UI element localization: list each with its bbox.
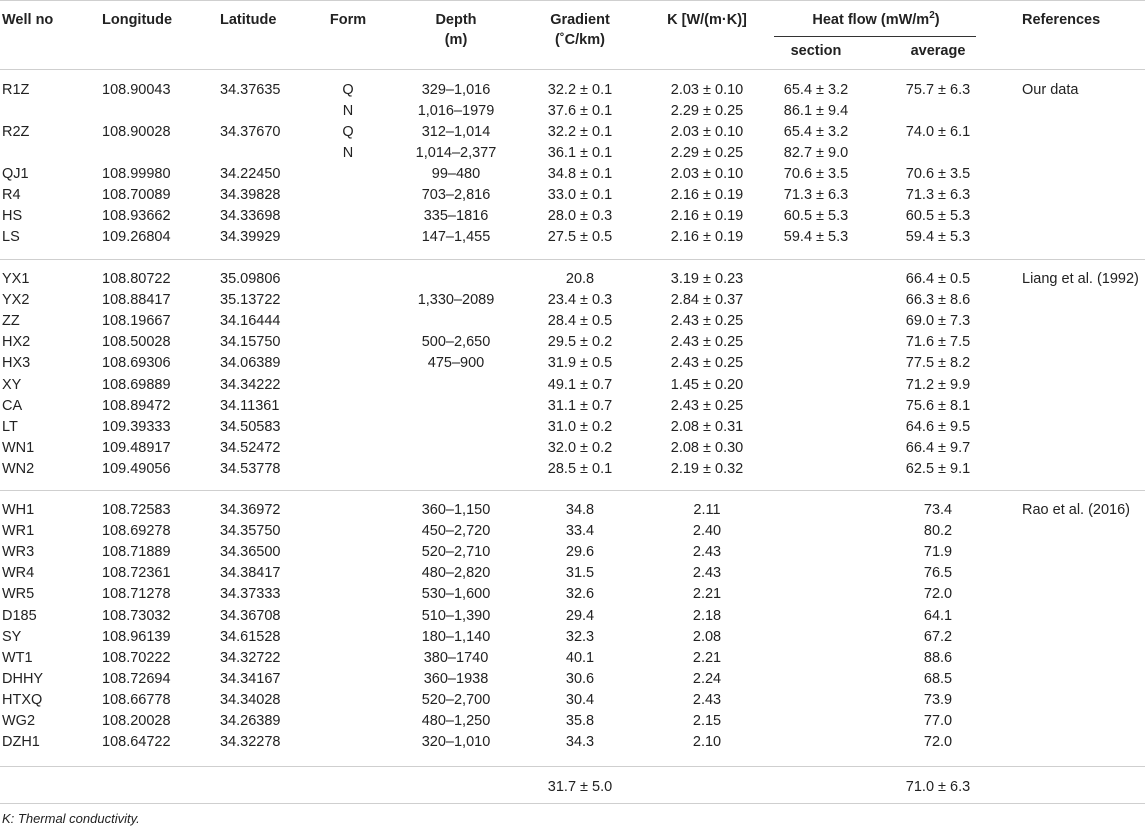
cell-well: R1Z (2, 82, 30, 98)
cell-k: 2.40 (692, 523, 722, 540)
cell-gradient: 32.0 ± 0.2 (547, 439, 613, 456)
cell-average: 88.6 (923, 649, 953, 666)
cell-k: 2.29 ± 0.25 (670, 145, 744, 161)
cell-average: 66.3 ± 8.6 (905, 292, 971, 309)
cell-gradient: 32.2 ± 0.1 (547, 124, 613, 140)
cell-well: WN1 (2, 439, 35, 456)
cell-longitude: 108.70089 (102, 187, 171, 203)
cell-average: 71.3 ± 6.3 (905, 187, 971, 203)
cell-average: 72.0 (923, 734, 953, 751)
header-longitude: Longitude (102, 12, 173, 28)
cell-well: WR5 (2, 586, 35, 603)
cell-latitude: 34.33698 (220, 208, 281, 224)
cell-depth: 320–1,010 (421, 734, 491, 751)
cell-well: WT1 (2, 649, 33, 666)
cell-longitude: 109.39333 (102, 418, 171, 435)
cell-k: 2.08 ± 0.30 (670, 439, 744, 456)
cell-longitude: 108.72361 (102, 565, 171, 582)
cell-average: 77.5 ± 8.2 (905, 355, 971, 372)
cell-longitude: 108.89472 (102, 397, 171, 414)
cell-depth: 520–2,700 (421, 691, 491, 708)
cell-depth: 1,014–2,377 (415, 145, 497, 161)
cell-gradient: 28.0 ± 0.3 (547, 208, 613, 224)
cell-well: LS (2, 229, 20, 245)
cell-depth: 180–1,140 (421, 628, 491, 645)
cell-gradient: 23.4 ± 0.3 (547, 292, 613, 309)
group-rule-3 (0, 766, 1145, 767)
cell-latitude: 34.34028 (220, 691, 281, 708)
cell-average: 64.6 ± 9.5 (905, 418, 971, 435)
cell-average: 80.2 (923, 523, 953, 540)
table-bottom-rule (0, 803, 1145, 804)
cell-well: WN2 (2, 460, 35, 477)
cell-k: 2.21 (692, 649, 722, 666)
header-references: References (1022, 12, 1101, 28)
header-gradient: Gradient (550, 12, 610, 28)
cell-longitude: 108.99980 (102, 166, 171, 182)
cell-average: 73.4 (923, 502, 953, 518)
summary-average: 71.0 ± 6.3 (905, 779, 971, 795)
cell-average: 75.7 ± 6.3 (905, 82, 971, 98)
cell-reference: Our data (1022, 82, 1079, 98)
cell-latitude: 34.39828 (220, 187, 281, 203)
cell-latitude: 34.38417 (220, 565, 281, 582)
cell-k: 2.08 (692, 628, 722, 645)
cell-k: 2.43 (692, 544, 722, 561)
cell-section: 82.7 ± 9.0 (783, 145, 849, 161)
cell-k: 2.43 ± 0.25 (670, 313, 744, 330)
cell-latitude: 34.26389 (220, 713, 281, 729)
cell-depth: 520–2,710 (421, 544, 491, 561)
cell-depth: 480–1,250 (421, 713, 491, 729)
cell-depth: 450–2,720 (421, 523, 491, 540)
cell-k: 2.15 (692, 713, 722, 729)
cell-gradient: 36.1 ± 0.1 (547, 145, 613, 161)
cell-gradient: 29.6 (565, 544, 595, 561)
cell-well: HX2 (2, 334, 31, 351)
cell-k: 1.45 ± 0.20 (670, 376, 744, 393)
cell-well: DZH1 (2, 734, 40, 751)
cell-longitude: 108.93662 (102, 208, 171, 224)
cell-longitude: 108.90028 (102, 124, 171, 140)
header-depth-unit: (m) (444, 32, 468, 48)
cell-k: 2.29 ± 0.25 (670, 103, 744, 119)
cell-longitude: 108.19667 (102, 313, 171, 330)
cell-gradient: 49.1 ± 0.7 (547, 376, 613, 393)
cell-latitude: 34.11361 (220, 397, 280, 414)
cell-k: 2.03 ± 0.10 (670, 82, 744, 98)
summary-gradient: 31.7 ± 5.0 (547, 779, 613, 795)
header-k: K [W/(m·K)] (667, 12, 747, 28)
cell-k: 2.03 ± 0.10 (670, 166, 744, 182)
cell-average: 77.0 (923, 713, 953, 729)
cell-latitude: 34.22450 (220, 166, 281, 182)
cell-well: WH1 (2, 502, 35, 518)
cell-latitude: 34.35750 (220, 523, 281, 540)
cell-latitude: 35.09806 (220, 271, 281, 287)
cell-depth: 1,330–2089 (417, 292, 495, 309)
header-average: average (910, 43, 966, 59)
cell-average: 73.9 (923, 691, 953, 708)
cell-well: XY (2, 376, 22, 393)
cell-gradient: 28.4 ± 0.5 (547, 313, 613, 330)
header-heat-flow: Heat flow $(mW/m^2)$ (812, 10, 940, 28)
cell-longitude: 108.66778 (102, 691, 171, 708)
cell-depth: 530–1,600 (421, 586, 491, 603)
cell-average: 75.6 ± 8.1 (905, 397, 971, 414)
cell-average: 71.6 ± 7.5 (905, 334, 971, 351)
cell-k: 2.18 (692, 607, 722, 624)
cell-latitude: 34.32722 (220, 649, 281, 666)
cell-well: LT (2, 418, 18, 435)
cell-gradient: 31.9 ± 0.5 (547, 355, 613, 372)
cell-well: SY (2, 628, 22, 645)
cell-latitude: 34.37635 (220, 82, 281, 98)
cell-well: QJ1 (2, 166, 29, 182)
cell-average: 68.5 (923, 670, 953, 687)
group-rule-2 (0, 490, 1145, 491)
cell-k: 2.24 (692, 670, 722, 687)
cell-k: 2.84 ± 0.37 (670, 292, 744, 309)
cell-gradient: 33.0 ± 0.1 (547, 187, 613, 203)
cell-gradient: 31.1 ± 0.7 (547, 397, 613, 414)
cell-longitude: 109.48917 (102, 439, 171, 456)
cell-gradient: 32.3 (565, 628, 595, 645)
cell-well: CA (2, 397, 23, 414)
cell-longitude: 108.72694 (102, 670, 171, 687)
cell-depth: 312–1,014 (421, 124, 491, 140)
cell-well: DHHY (2, 670, 44, 687)
header-form: Form (329, 12, 367, 28)
cell-gradient: 34.8 ± 0.1 (547, 166, 613, 182)
cell-depth: 475–900 (427, 355, 485, 372)
cell-gradient: 27.5 ± 0.5 (547, 229, 613, 245)
cell-depth: 335–1816 (423, 208, 489, 224)
cell-well: HX3 (2, 355, 31, 372)
cell-average: 70.6 ± 3.5 (905, 166, 971, 182)
cell-depth: 1,016–1979 (417, 103, 495, 119)
cell-longitude: 108.69889 (102, 376, 171, 393)
cell-k: 2.11 (693, 502, 721, 518)
cell-depth: 360–1938 (423, 670, 489, 687)
cell-gradient: 20.8 (565, 271, 595, 287)
cell-latitude: 34.50583 (220, 418, 281, 435)
cell-gradient: 30.4 (565, 691, 595, 708)
cell-k: 2.19 ± 0.32 (670, 460, 744, 477)
cell-longitude: 108.70222 (102, 649, 171, 666)
cell-form: N (342, 103, 354, 119)
cell-k: 2.43 ± 0.25 (670, 397, 744, 414)
cell-depth: 380–1740 (423, 649, 489, 666)
cell-latitude: 34.36708 (220, 607, 281, 624)
cell-well: HTXQ (2, 691, 43, 708)
cell-form: N (342, 145, 354, 161)
cell-longitude: 109.49056 (102, 460, 171, 477)
cell-depth: 147–1,455 (421, 229, 491, 245)
cell-k: 2.16 ± 0.19 (670, 187, 744, 203)
cell-average: 71.9 (923, 544, 953, 561)
cell-average: 67.2 (923, 628, 953, 645)
cell-gradient: 40.1 (565, 649, 595, 666)
cell-latitude: 34.37670 (220, 124, 281, 140)
cell-k: 3.19 ± 0.23 (670, 271, 744, 287)
cell-depth: 329–1,016 (421, 82, 491, 98)
cell-depth: 480–2,820 (421, 565, 491, 582)
cell-section: 65.4 ± 3.2 (783, 82, 849, 98)
cell-gradient: 32.6 (565, 586, 595, 603)
cell-longitude: 108.71889 (102, 544, 171, 561)
cell-gradient: 31.0 ± 0.2 (547, 418, 613, 435)
cell-average: 72.0 (923, 586, 953, 603)
cell-well: ZZ (2, 313, 20, 330)
cell-gradient: 35.8 (565, 713, 595, 729)
cell-gradient: 34.8 (565, 502, 595, 518)
cell-section: 59.4 ± 5.3 (783, 229, 849, 245)
cell-section: 86.1 ± 9.4 (783, 103, 849, 119)
cell-average: 74.0 ± 6.1 (905, 124, 971, 140)
cell-section: 70.6 ± 3.5 (783, 166, 849, 182)
cell-gradient: 29.4 (565, 607, 595, 624)
cell-latitude: 34.36972 (220, 502, 281, 518)
cell-well: R4 (2, 187, 21, 203)
header-bottom-rule (0, 69, 1145, 70)
header-section: section (790, 43, 842, 59)
cell-longitude: 108.72583 (102, 502, 171, 518)
cell-well: WR3 (2, 544, 35, 561)
cell-average: 69.0 ± 7.3 (905, 313, 971, 330)
cell-gradient: 33.4 (565, 523, 595, 540)
cell-average: 62.5 ± 9.1 (905, 460, 971, 477)
cell-latitude: 34.06389 (220, 355, 281, 372)
header-latitude: Latitude (220, 12, 277, 28)
cell-longitude: 108.20028 (102, 713, 171, 729)
cell-k: 2.16 ± 0.19 (670, 229, 744, 245)
cell-section: 60.5 ± 5.3 (783, 208, 849, 224)
group-rule-1 (0, 259, 1145, 260)
cell-latitude: 34.15750 (220, 334, 281, 351)
cell-average: 60.5 ± 5.3 (905, 208, 971, 224)
cell-well: YX1 (2, 271, 30, 287)
header-gradient-unit: (˚C/km) (555, 32, 605, 48)
cell-form: Q (342, 124, 354, 140)
cell-well: HS (2, 208, 23, 224)
cell-gradient: 32.2 ± 0.1 (547, 82, 613, 98)
cell-average: 76.5 (923, 565, 953, 582)
cell-well: WR4 (2, 565, 35, 582)
cell-k: 2.43 ± 0.25 (670, 334, 744, 351)
cell-k: 2.03 ± 0.10 (670, 124, 744, 140)
cell-k: 2.43 (692, 691, 722, 708)
cell-gradient: 37.6 ± 0.1 (547, 103, 613, 119)
cell-depth: 510–1,390 (421, 607, 491, 624)
cell-gradient: 28.5 ± 0.1 (547, 460, 613, 477)
cell-longitude: 108.64722 (102, 734, 171, 751)
cell-latitude: 34.16444 (220, 313, 281, 330)
cell-well: R2Z (2, 124, 30, 140)
cell-well: WR1 (2, 523, 35, 540)
cell-latitude: 34.34167 (220, 670, 281, 687)
cell-latitude: 34.39929 (220, 229, 281, 245)
cell-section: 71.3 ± 6.3 (783, 187, 849, 203)
cell-depth: 99–480 (431, 166, 481, 182)
cell-section: 65.4 ± 3.2 (783, 124, 849, 140)
cell-k: 2.21 (692, 586, 722, 603)
cell-longitude: 108.88417 (102, 292, 171, 309)
cell-reference: Liang et al. (1992) (1022, 271, 1139, 287)
cell-latitude: 34.61528 (220, 628, 281, 645)
header-well-no: Well no (2, 12, 54, 28)
cell-latitude: 34.53778 (220, 460, 281, 477)
cell-longitude: 108.80722 (102, 271, 171, 287)
cell-well: WG2 (2, 713, 36, 729)
cell-latitude: 34.32278 (220, 734, 281, 751)
cell-gradient: 30.6 (565, 670, 595, 687)
cell-depth: 360–1,150 (421, 502, 491, 518)
cell-latitude: 34.34222 (220, 376, 281, 393)
cell-average: 64.1 (923, 607, 953, 624)
table-top-rule (0, 0, 1145, 1)
cell-longitude: 108.73032 (102, 607, 171, 624)
cell-k: 2.16 ± 0.19 (670, 208, 744, 224)
cell-latitude: 34.52472 (220, 439, 281, 456)
cell-depth: 703–2,816 (421, 187, 491, 203)
cell-average: 66.4 ± 0.5 (905, 271, 971, 287)
cell-k: 2.10 (692, 734, 722, 751)
cell-longitude: 108.50028 (102, 334, 171, 351)
cell-latitude: 34.37333 (220, 586, 281, 603)
cell-average: 71.2 ± 9.9 (905, 376, 971, 393)
cell-form: Q (342, 82, 354, 98)
cell-average: 59.4 ± 5.3 (905, 229, 971, 245)
cell-longitude: 108.69306 (102, 355, 171, 372)
cell-depth: 500–2,650 (421, 334, 491, 351)
footnote: K: Thermal conductivity. (2, 811, 140, 826)
heat-flow-span-rule (774, 36, 976, 37)
cell-gradient: 31.5 (565, 565, 595, 582)
cell-longitude: 108.96139 (102, 628, 171, 645)
cell-longitude: 109.26804 (102, 229, 171, 245)
cell-longitude: 108.69278 (102, 523, 171, 540)
cell-latitude: 35.13722 (220, 292, 281, 309)
cell-k: 2.08 ± 0.31 (670, 418, 744, 435)
cell-gradient: 29.5 ± 0.2 (547, 334, 613, 351)
cell-k: 2.43 ± 0.25 (670, 355, 744, 372)
cell-average: 66.4 ± 9.7 (905, 439, 971, 456)
cell-well: D185 (2, 607, 37, 624)
cell-longitude: 108.90043 (102, 82, 171, 98)
cell-longitude: 108.71278 (102, 586, 171, 603)
header-depth: Depth (435, 12, 477, 28)
cell-reference: Rao et al. (2016) (1022, 502, 1131, 518)
cell-gradient: 34.3 (565, 734, 595, 751)
cell-latitude: 34.36500 (220, 544, 281, 561)
cell-well: YX2 (2, 292, 30, 309)
cell-k: 2.43 (692, 565, 722, 582)
